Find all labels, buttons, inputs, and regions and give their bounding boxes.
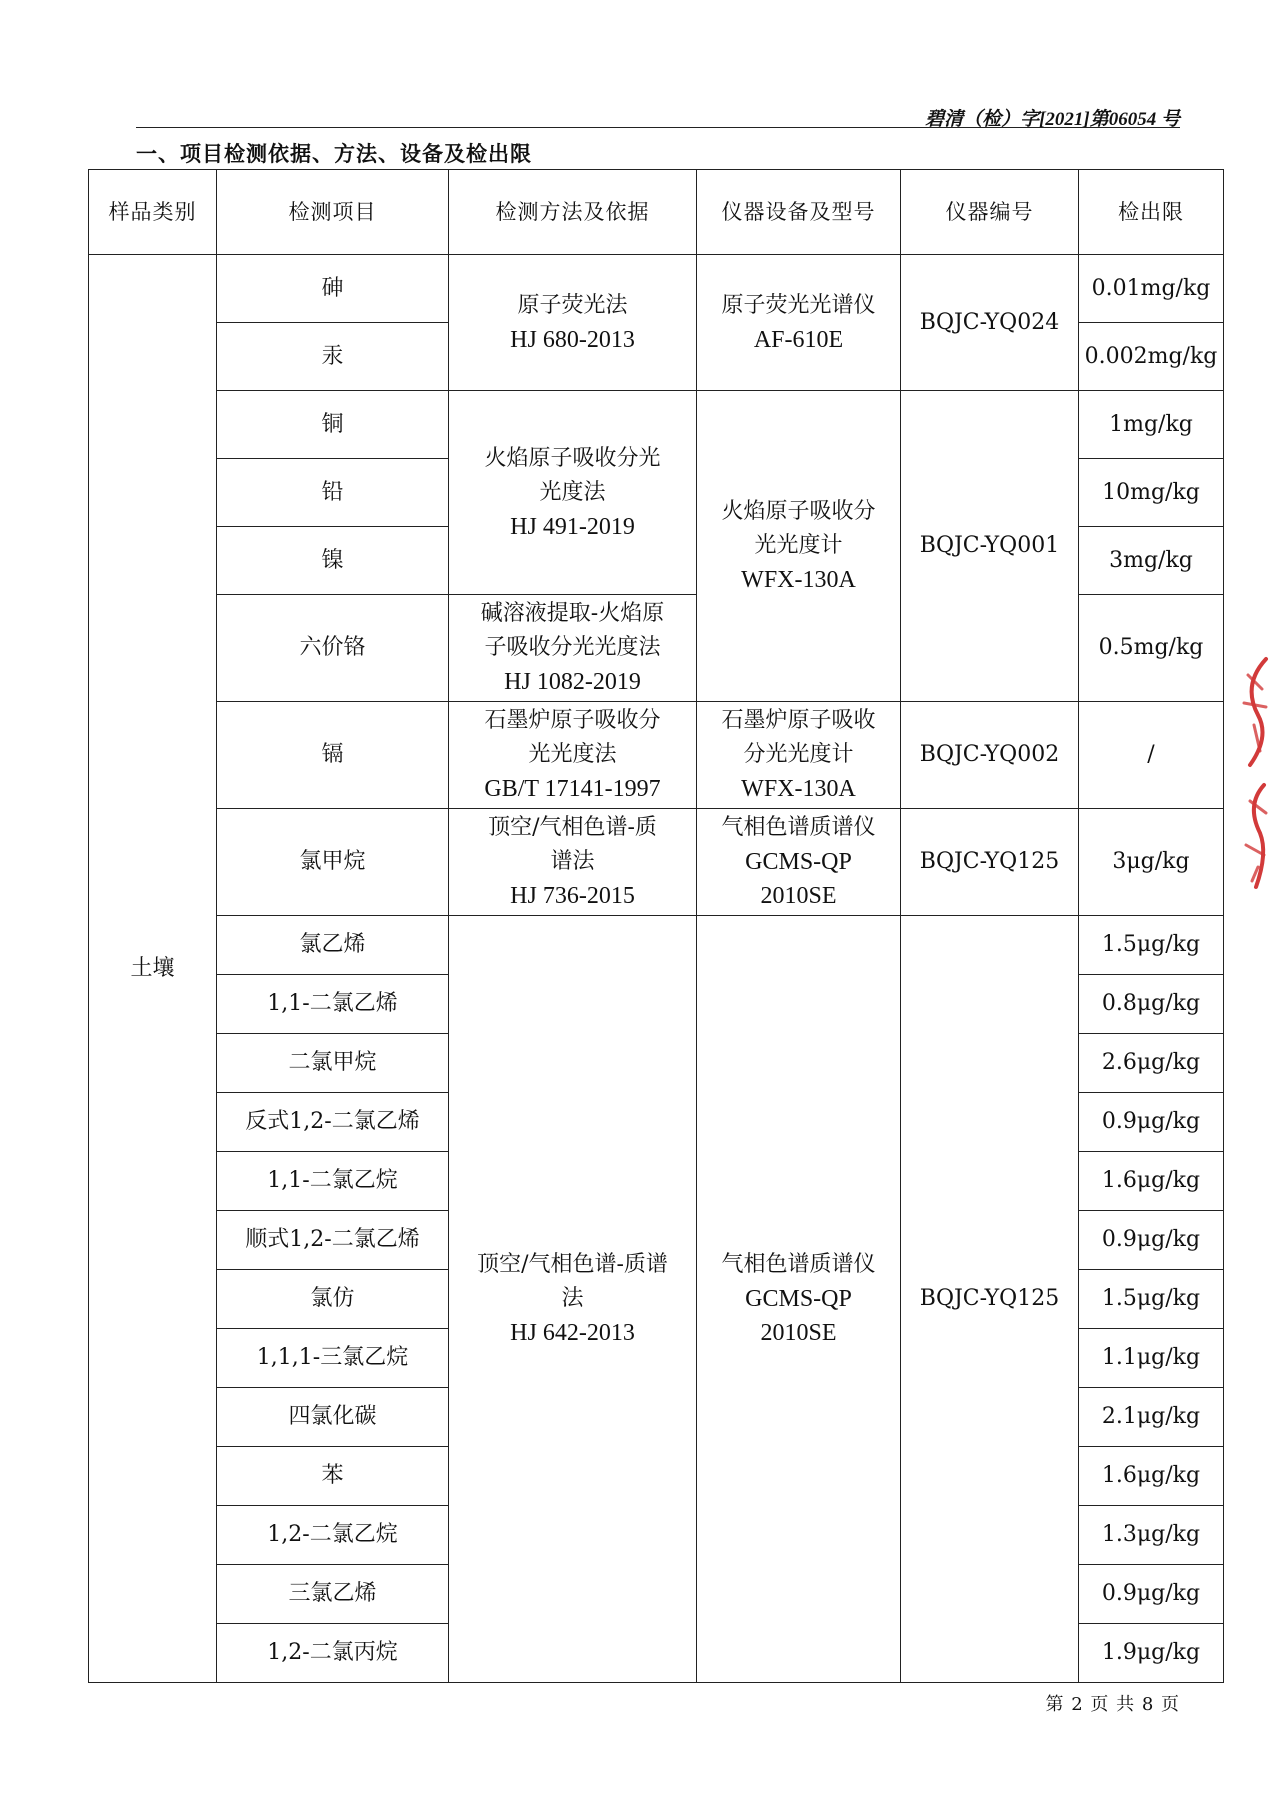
instrument-name-line: 火焰原子吸收分 bbox=[721, 499, 876, 524]
instrument-model-line: 2010SE bbox=[760, 1320, 837, 1346]
method-cell bbox=[449, 391, 697, 595]
method-name-line: 谱法 bbox=[550, 849, 595, 874]
detection-limit: 1.3μg/kg bbox=[1079, 1506, 1224, 1565]
table-row bbox=[89, 391, 1224, 459]
column-header: 仪器设备及型号 bbox=[697, 170, 901, 255]
method-name-line: 火焰原子吸收分光 bbox=[484, 445, 661, 471]
method-standard: GB/T 17141-1997 bbox=[484, 776, 661, 802]
item-name: 1,2-二氯乙烷 bbox=[217, 1506, 449, 1565]
method-cell bbox=[449, 916, 697, 1683]
item-name: 氯甲烷 bbox=[217, 809, 449, 916]
instrument-number: BQJC-YQ125 bbox=[901, 916, 1079, 1683]
instrument-cell bbox=[697, 255, 901, 391]
method-standard: HJ 491-2019 bbox=[510, 513, 635, 540]
detection-limit: / bbox=[1079, 702, 1224, 809]
method-name-line: 顶空/气相色谱-质谱 bbox=[477, 1252, 668, 1277]
instrument-number: BQJC-YQ001 bbox=[901, 391, 1079, 702]
detection-limit: 1.9μg/kg bbox=[1079, 1624, 1224, 1683]
item-name: 铅 bbox=[217, 459, 449, 527]
item-name: 1,1,1-三氯乙烷 bbox=[217, 1329, 449, 1388]
red-seal-fragment bbox=[1236, 655, 1273, 895]
sample-type-cell: 土壤 bbox=[89, 255, 217, 1683]
detection-limit: 0.002mg/kg bbox=[1079, 323, 1224, 391]
item-name: 三氯乙烯 bbox=[217, 1565, 449, 1624]
method-standard: HJ 736-2015 bbox=[510, 883, 635, 909]
column-header: 仪器编号 bbox=[901, 170, 1079, 255]
method-cell bbox=[449, 595, 697, 702]
item-name: 1,1-二氯乙烯 bbox=[217, 975, 449, 1034]
instrument-number: BQJC-YQ002 bbox=[901, 702, 1079, 809]
method-standard: HJ 1082-2019 bbox=[504, 669, 641, 695]
table-row bbox=[89, 255, 1224, 323]
section-title: 一、项目检测依据、方法、设备及检出限 bbox=[136, 141, 532, 166]
column-header: 检出限 bbox=[1079, 170, 1224, 255]
instrument-cell bbox=[697, 916, 901, 1683]
header-rule bbox=[136, 127, 1180, 128]
detection-limit: 1.1μg/kg bbox=[1079, 1329, 1224, 1388]
instrument-number: BQJC-YQ125 bbox=[901, 809, 1079, 916]
item-name: 1,2-二氯丙烷 bbox=[217, 1624, 449, 1683]
method-name: 原子荧光法 bbox=[517, 292, 628, 318]
method-name-line: 法 bbox=[561, 1286, 584, 1311]
detection-limit: 1.6μg/kg bbox=[1079, 1447, 1224, 1506]
detection-limit: 0.01mg/kg bbox=[1079, 255, 1224, 323]
detection-limit: 1.5μg/kg bbox=[1079, 916, 1224, 975]
table-row bbox=[89, 916, 1224, 975]
instrument-cell bbox=[697, 702, 901, 809]
item-name: 苯 bbox=[217, 1447, 449, 1506]
detection-limit: 1.6μg/kg bbox=[1079, 1152, 1224, 1211]
method-cell bbox=[449, 809, 697, 916]
instrument-cell bbox=[697, 391, 901, 702]
instrument-model: WFX-130A bbox=[741, 567, 856, 593]
item-name: 镍 bbox=[217, 527, 449, 595]
detection-limit: 1mg/kg bbox=[1079, 391, 1224, 459]
detection-basis-table bbox=[88, 169, 1224, 1683]
item-name: 六价铬 bbox=[217, 595, 449, 702]
instrument-name-line: 石墨炉原子吸收 bbox=[721, 708, 876, 733]
page-footer: 第 2 页 共 8 页 bbox=[1045, 1694, 1180, 1715]
column-header: 检测项目 bbox=[217, 170, 449, 255]
column-header: 样品类别 bbox=[89, 170, 217, 255]
instrument-model: AF-610E bbox=[753, 326, 844, 353]
item-name: 汞 bbox=[217, 323, 449, 391]
item-name: 顺式1,2-二氯乙烯 bbox=[217, 1211, 449, 1270]
item-name: 四氯化碳 bbox=[217, 1388, 449, 1447]
method-standard: HJ 642-2013 bbox=[510, 1320, 635, 1346]
method-name-line: 碱溶液提取-火焰原 bbox=[480, 601, 665, 626]
item-name: 二氯甲烷 bbox=[217, 1034, 449, 1093]
item-name: 铜 bbox=[217, 391, 449, 459]
detection-limit: 3μg/kg bbox=[1079, 809, 1224, 916]
item-name: 氯乙烯 bbox=[217, 916, 449, 975]
instrument-name: 气相色谱质谱仪 bbox=[721, 1252, 876, 1277]
detection-limit: 0.9μg/kg bbox=[1079, 1211, 1224, 1270]
detection-limit: 2.6μg/kg bbox=[1079, 1034, 1224, 1093]
item-name: 砷 bbox=[217, 255, 449, 323]
instrument-model-line: GCMS-QP bbox=[745, 849, 852, 875]
detection-limit: 2.1μg/kg bbox=[1079, 1388, 1224, 1447]
table-header-row bbox=[89, 170, 1224, 255]
instrument-name-line: 光光度计 bbox=[754, 533, 843, 558]
item-name: 氯仿 bbox=[217, 1270, 449, 1329]
table-row bbox=[89, 702, 1224, 809]
method-name-line: 顶空/气相色谱-质 bbox=[488, 815, 657, 840]
column-header: 检测方法及依据 bbox=[449, 170, 697, 255]
instrument-cell bbox=[697, 809, 901, 916]
instrument-name: 气相色谱质谱仪 bbox=[721, 815, 876, 840]
instrument-name: 原子荧光光谱仪 bbox=[721, 292, 876, 318]
table-row bbox=[89, 809, 1224, 916]
item-name: 反式1,2-二氯乙烯 bbox=[217, 1093, 449, 1152]
instrument-model: WFX-130A bbox=[741, 776, 856, 802]
method-cell bbox=[449, 702, 697, 809]
method-cell bbox=[449, 255, 697, 391]
item-name: 镉 bbox=[217, 702, 449, 809]
detection-limit: 0.9μg/kg bbox=[1079, 1565, 1224, 1624]
detection-limit: 1.5μg/kg bbox=[1079, 1270, 1224, 1329]
detection-limit: 0.8μg/kg bbox=[1079, 975, 1224, 1034]
instrument-name-line: 分光光度计 bbox=[743, 742, 854, 767]
detection-limit: 0.9μg/kg bbox=[1079, 1093, 1224, 1152]
instrument-number: BQJC-YQ024 bbox=[901, 255, 1079, 391]
method-name-line: 光度法 bbox=[539, 479, 606, 505]
method-name-line: 子吸收分光光度法 bbox=[484, 635, 661, 660]
method-name-line: 石墨炉原子吸收分 bbox=[484, 708, 661, 733]
method-standard: HJ 680-2013 bbox=[510, 326, 635, 353]
instrument-model-line: GCMS-QP bbox=[745, 1286, 852, 1312]
report-number: 碧清（检）字[2021]第06054 号 bbox=[925, 109, 1180, 130]
method-name-line: 光光度法 bbox=[528, 742, 617, 767]
detection-limit: 0.5mg/kg bbox=[1079, 595, 1224, 702]
detection-limit: 10mg/kg bbox=[1079, 459, 1224, 527]
item-name: 1,1-二氯乙烷 bbox=[217, 1152, 449, 1211]
detection-limit: 3mg/kg bbox=[1079, 527, 1224, 595]
instrument-model-line: 2010SE bbox=[760, 883, 837, 909]
